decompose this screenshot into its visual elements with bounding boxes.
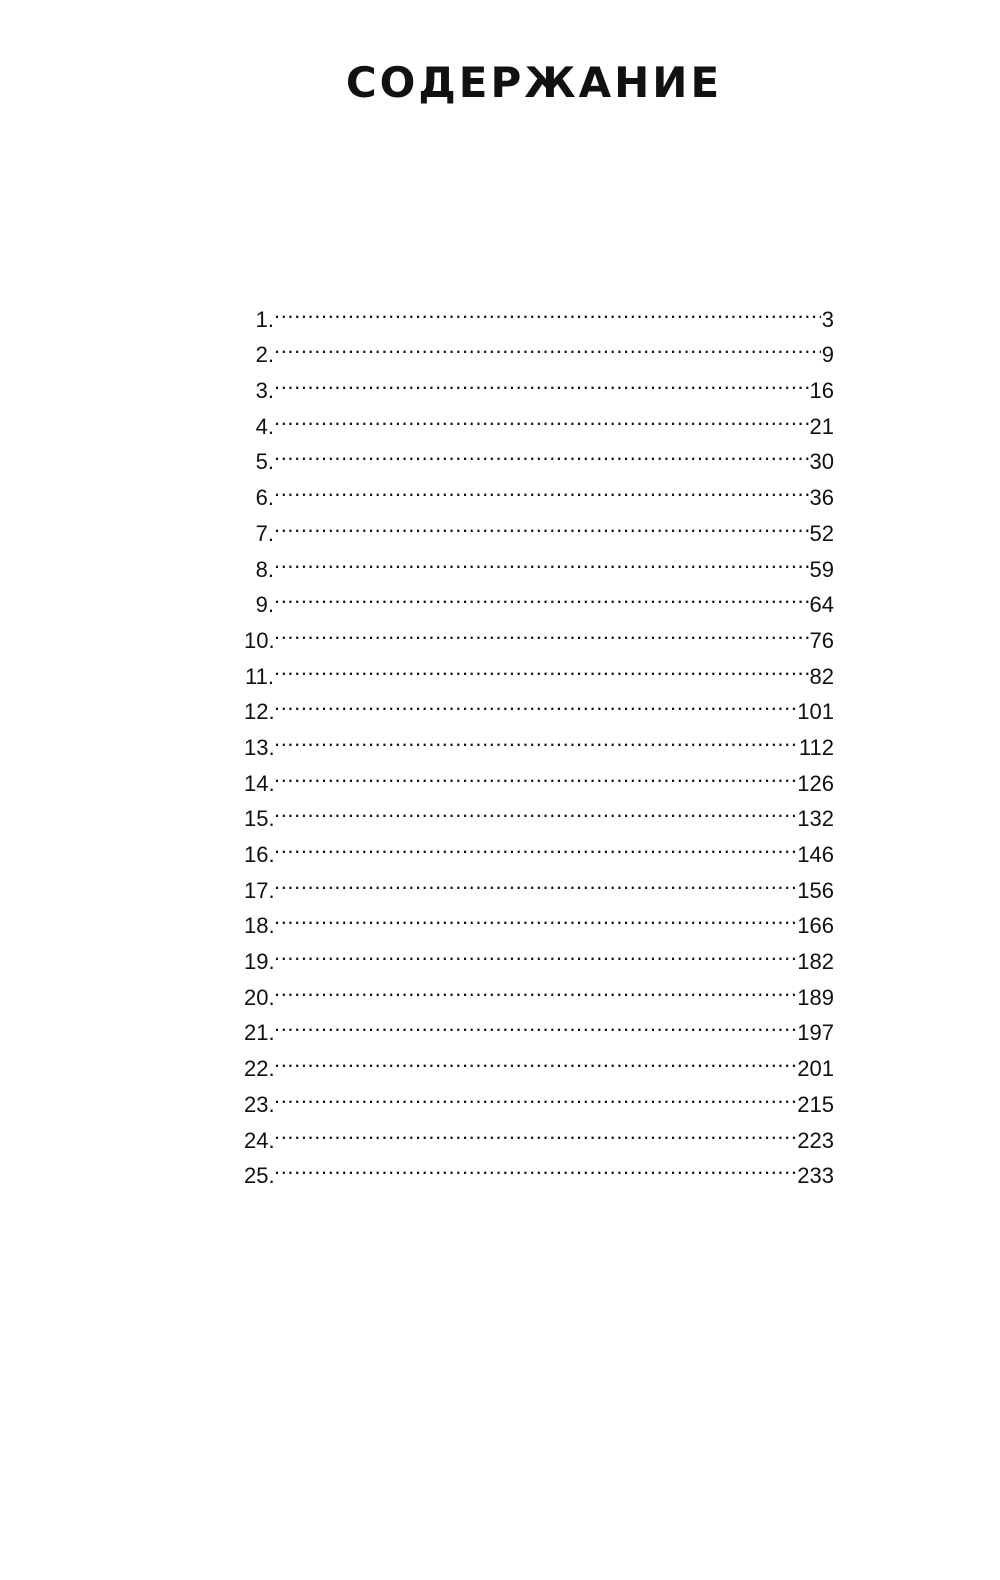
toc-entry-number: 12.: [244, 699, 275, 725]
toc-entry-number: 19.: [244, 949, 275, 975]
toc-entry-number: 10.: [244, 627, 275, 653]
table-of-contents: [244, 291, 834, 1189]
toc-entry-page: 215: [797, 1091, 834, 1117]
toc-entry-number: 24.: [244, 1127, 275, 1153]
toc-entry-page: 197: [797, 1020, 834, 1046]
dot-leader: [274, 826, 796, 862]
toc-entry-page: 146: [797, 842, 834, 867]
toc-entry-page: 126: [797, 770, 834, 796]
toc-entry-number: 16.: [244, 842, 275, 867]
dot-leader: [274, 1112, 796, 1148]
toc-entry-page: 189: [797, 984, 834, 1010]
dot-leader: [274, 898, 796, 934]
toc-entry: [244, 648, 834, 689]
page-title: СОДЕРЖАНИЕ: [345, 58, 723, 107]
toc-entry-number: 8.: [255, 556, 274, 582]
toc-entry-number: 20.: [244, 984, 275, 1010]
toc-entry: [244, 612, 834, 653]
toc-entry-page: 76: [809, 627, 834, 653]
toc-entry: [244, 933, 834, 975]
toc-entry: [244, 969, 834, 1010]
dot-leader: [274, 1076, 796, 1112]
dot-leader: [274, 862, 796, 898]
dot-leader: [274, 327, 821, 363]
toc-entry: [244, 327, 834, 368]
toc-entry-page: 36: [809, 485, 834, 511]
dot-leader: [274, 541, 809, 577]
toc-entry-page: 30: [809, 449, 834, 475]
toc-entry-page: 21: [809, 413, 834, 439]
dot-leader: [274, 362, 809, 398]
toc-entry: [244, 898, 834, 939]
toc-entry: [244, 469, 834, 511]
toc-entry: [244, 541, 834, 582]
toc-entry-page: 233: [797, 1163, 834, 1189]
dot-leader: [274, 684, 796, 720]
dot-leader: [274, 434, 809, 470]
toc-entry-page: 201: [797, 1056, 834, 1082]
toc-entry: [244, 1040, 834, 1082]
toc-entry: [244, 719, 834, 760]
toc-entry: [244, 684, 834, 725]
toc-entry-number: 23.: [244, 1091, 275, 1117]
toc-entry-page: 182: [797, 949, 834, 975]
toc-entry-number: 13.: [244, 734, 275, 760]
toc-entry-page: 223: [797, 1127, 834, 1153]
toc-entry-page: 52: [809, 520, 834, 546]
dot-leader: [274, 469, 809, 505]
toc-entry-number: 25.: [244, 1163, 275, 1189]
toc-entry-page: 166: [797, 913, 834, 939]
toc-entry-page: 3: [821, 306, 834, 332]
dot-leader: [274, 969, 796, 1005]
toc-entry: [244, 398, 834, 439]
toc-entry-number: 14.: [244, 770, 275, 796]
dot-leader: [274, 505, 809, 541]
toc-entry-number: 11.: [245, 663, 274, 689]
toc-entry-page: 101: [797, 699, 834, 725]
toc-entry-number: 21.: [244, 1020, 275, 1046]
toc-entry-page: 9: [821, 342, 834, 368]
toc-entry-number: 1.: [255, 306, 274, 332]
toc-entry: [244, 862, 834, 903]
dot-leader: [274, 1040, 796, 1076]
dot-leader: [274, 291, 821, 327]
toc-entry-page: 112: [798, 734, 834, 760]
toc-entry-number: 3.: [255, 378, 274, 404]
toc-entry-page: 16: [809, 378, 834, 404]
toc-entry-number: 2.: [255, 342, 274, 368]
toc-entry: [244, 755, 834, 796]
toc-entry-number: 18.: [244, 913, 275, 939]
toc-entry: [244, 1076, 834, 1117]
toc-entry: [244, 291, 834, 332]
dot-leader: [274, 791, 796, 827]
toc-entry-number: 6.: [255, 485, 274, 511]
toc-entry-page: 59: [809, 556, 834, 582]
dot-leader: [274, 1148, 796, 1184]
dot-leader: [274, 648, 809, 684]
toc-entry-number: 4.: [255, 413, 274, 439]
toc-entry-page: 82: [809, 663, 834, 689]
dot-leader: [274, 719, 798, 755]
toc-entry-number: 7.: [255, 520, 274, 546]
toc-entry: [244, 826, 834, 867]
toc-entry: [244, 362, 834, 404]
toc-entry: [244, 434, 834, 475]
toc-entry: [244, 505, 834, 546]
toc-entry: [244, 1112, 834, 1153]
toc-entry: [244, 1005, 834, 1046]
dot-leader: [274, 577, 809, 613]
dot-leader: [274, 398, 809, 434]
dot-leader: [274, 755, 796, 791]
toc-entry-number: 15.: [244, 806, 275, 832]
toc-entry-number: 9.: [255, 592, 274, 618]
toc-entry: [244, 577, 834, 618]
toc-entry: [244, 791, 834, 832]
dot-leader: [274, 933, 796, 969]
toc-entry-number: 17.: [244, 877, 275, 903]
toc-entry-page: 156: [797, 877, 834, 903]
toc-entry-number: 22.: [244, 1056, 275, 1082]
dot-leader: [274, 612, 809, 648]
toc-entry: [244, 1148, 834, 1189]
toc-entry-page: 64: [809, 592, 834, 618]
dot-leader: [274, 1005, 796, 1041]
toc-entry-page: 132: [797, 806, 834, 832]
toc-entry-number: 5.: [255, 449, 274, 475]
